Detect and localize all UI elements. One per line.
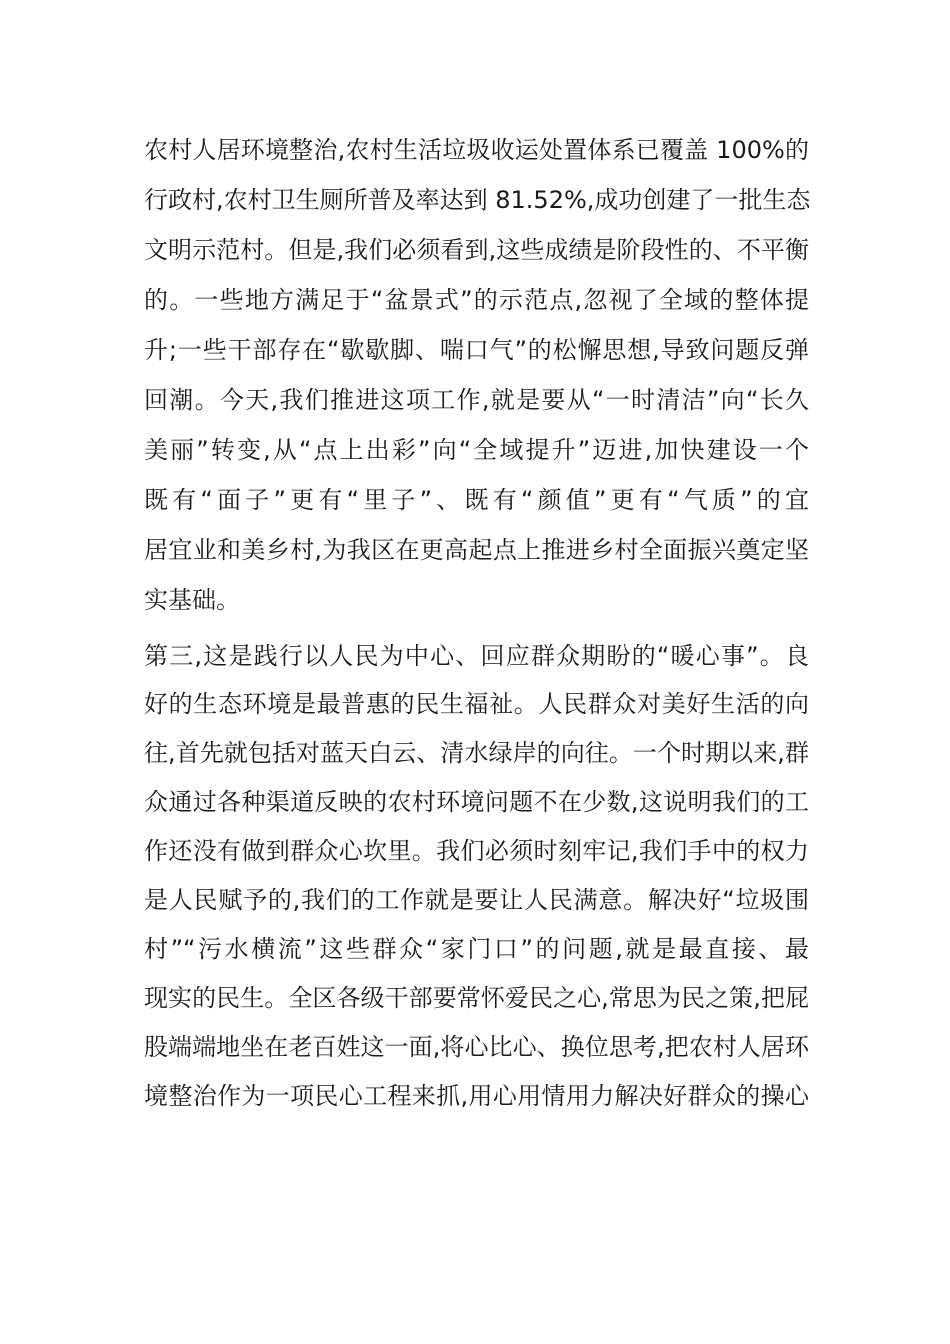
paragraph-2-line-5: 作还没有做到群众心坎里。我们必须时刻牢记,我们手中的权力 [144,837,809,865]
paragraph-1-line-5: 升;一些干部存在“歇歇脚、喘口气”的松懈思想,导致问题反弹 [144,336,809,364]
paragraph-2-line-3: 往,首先就包括对蓝天白云、清水绿岸的向往。一个时期以来,群 [144,739,809,767]
paragraph-1-line-2: 行政村,农村卫生厕所普及率达到 81.52%,成功创建了一批生态 [144,186,811,214]
paragraph-2-line-1: 第三,这是践行以人民为中心、回应群众期盼的“暖心事”。良 [144,642,809,670]
paragraph-2-line-2: 好的生态环境是最普惠的民生福祉。人民群众对美好生活的向 [144,690,809,718]
paragraph-2-line-9: 股端端地坐在老百姓这一面,将心比心、换位思考,把农村人居环 [144,1033,809,1061]
paragraph-2-line-7: 村”“污水横流”这些群众“家门口”的问题,就是最直接、最 [144,935,809,963]
paragraph-1-line-8: 既有“面子”更有“里子”、既有“颜值”更有“气质”的宜 [144,486,809,514]
paragraph-1-line-7: 美丽”转变,从“点上出彩”向“全域提升”迈进,加快建设一个 [144,436,809,464]
paragraph-2-line-4: 众通过各种渠道反映的农村环境问题不在少数,这说明我们的工 [144,788,809,816]
paragraph-2-line-6: 是人民赋予的,我们的工作就是要让人民满意。解决好“垃圾围 [144,886,809,914]
paragraph-1-line-4: 的。一些地方满足于“盆景式”的示范点,忽视了全域的整体提 [144,286,809,314]
paragraph-1-line-3: 文明示范村。但是,我们必须看到,这些成绩是阶段性的、不平衡 [144,236,809,264]
paragraph-2-line-10: 境整治作为一项民心工程来抓,用心用情用力解决好群众的操心 [144,1082,809,1110]
paragraph-2-line-8: 现实的民生。全区各级干部要常怀爱民之心,常思为民之策,把屁 [144,984,809,1012]
paragraph-1-line-1: 农村人居环境整治,农村生活垃圾收运处置体系已覆盖 100%的 [144,136,809,164]
paragraph-1-line-10: 实基础。 [144,586,240,614]
paragraph-1-line-9: 居宜业和美乡村,为我区在更高起点上推进乡村全面振兴奠定坚 [144,536,809,564]
paragraph-1-line-6: 回潮。今天,我们推进这项工作,就是要从“一时清洁”向“长久 [144,386,809,414]
